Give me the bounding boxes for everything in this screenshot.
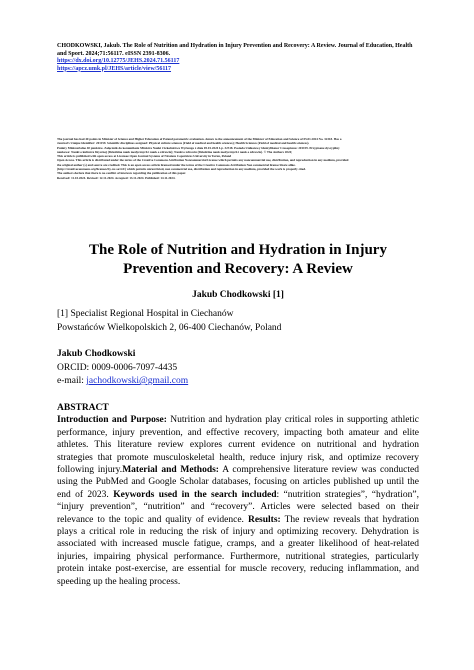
notice-line: Journal's Unique Identifier: 201159. Scientific disciplines assigned: Physical culture sciences (Field of medical and health sciences); Health Sciences (Field of medical and health sciences). xyxy=(57,141,310,146)
affiliation-institution: [1] Specialist Regional Hospital in Ciechanów xyxy=(57,309,234,319)
notice-line: naukowe: Nauki o kulturze fizycznej (Dziedzina nauk medycznych i nauk o zdrowiu); Nauki o zdrowiu (Dziedzina nauk medycznych i nauk o zdrowiu). © The Authors 2024; xyxy=(57,149,293,154)
notice-line: Open Access. This article is distributed under the terms of the Creative Commons Attribution Noncommercial License which permits any noncommercial use, distribution, and reproduction in any medium, provided xyxy=(57,158,349,163)
abstract-heading: ABSTRACT xyxy=(57,403,109,413)
paper-title: The Role of Nutrition and Hydration in Injury Prevention and Recovery: A Review xyxy=(89,242,387,277)
affiliation-address: Powstańców Wielkopolskich 2, 06-400 Ciechanów, Poland xyxy=(57,322,282,333)
email-line xyxy=(57,375,419,389)
notice-line: the original author (s) and source are credited. This is an open access article licensed under the terms of the Creative Commons Attribution Non commercial license Share alike. xyxy=(57,162,296,167)
doi-link[interactable]: https://dx.doi.org/10.12775/JEHS.2024.71.56117 xyxy=(57,58,180,64)
citation-block xyxy=(57,43,419,73)
intro-text: Nutrition and hydration play critical roles in supporting athletic performance, injury prevention, and effective recovery, impacting both amateur and elite athletes. This literature review explores current evidence on nutritional and hydration strategies that promote musculoskeletal health, reduce injury risk, and optimize recovery following injury. xyxy=(57,415,419,476)
notice-line: (http://creativecommons.org/licenses/by-nc-sa/4.0/) which permits unrestricted, non commercial use, distribution and reproduction in any medium, provided the work is properly cited. xyxy=(57,167,306,172)
orcid: ORCID: 0009-0006-7097-4435 xyxy=(57,362,178,373)
keywords-text: : “nutrition strategies”, “hydration”, “injury prevention”, “nutrition” and “recovery”. Articles were selected based on their relevance to the topic and quality of evidence. xyxy=(57,489,419,525)
journal-notice xyxy=(57,137,419,180)
keywords-label: Keywords used in the search included xyxy=(113,489,277,500)
affiliation xyxy=(57,308,419,335)
methods-label: Material and Methods: xyxy=(122,465,219,476)
abstract-section xyxy=(57,402,419,588)
methods-text: A comprehensive literature review was conducted using the PubMed and Google Scholar databases, focusing on articles published up until the end of 2023. xyxy=(57,465,419,500)
abstract-body xyxy=(57,414,419,588)
corresponding-author xyxy=(57,348,419,389)
author-line: Jakub Chodkowski [1] xyxy=(192,290,284,300)
author-name: Jakub Chodkowski xyxy=(57,349,136,359)
email-link[interactable]: jachodkowski@gmail.com xyxy=(86,376,189,386)
notice-line: Punkty Ministerialne 40 punktów. Załącznik do komunikatu Ministra Nauki i Szkolnictwa Wyższego z dnia 05.01.2024 Lp. 32318. Posiada Unikatowy Identyfikator Czasopisma: 201159. Przypisane dyscypliny xyxy=(57,145,340,150)
article-url-link[interactable]: https://apcz.umk.pl/JEHS/article/view/56117 xyxy=(57,65,172,72)
notice-line: The authors declare that there is no conflict of interests regarding the publication of this paper. xyxy=(57,171,186,176)
notice-line: This article is published with open access at Licensee Open Journal Systems of Nicolaus Copernicus University in Torun, Poland xyxy=(57,154,232,159)
results-text: The review reveals that hydration plays a critical role in reducing the risk of injury and optimizing recovery. Dehydration is associated with increased muscle fatigue, cramps, and a greater likelihood of heat-related injuries, impairing physical performance. Furthermore, nutritional strategies, particularly protein intake post-exercise, are essential for muscle recovery, reducing inflammation, and speeding up the healing process. xyxy=(57,514,419,587)
intro-label: Introduction and Purpose: xyxy=(57,415,167,426)
results-label: Results: xyxy=(247,514,281,525)
email-label: e-mail: xyxy=(57,376,87,386)
notice-line: The journal has had 40 points in Minister of Science and Higher Education of Poland parametric evaluation. Annex to the announcement of the Minister of Education and Science of 05.01.2024 No. 32318. Has a xyxy=(57,137,342,141)
notice-line: Received: 11.10.2024. Revised: 12.11.2024. Accepted: 13.11.2024. Published: 14.11.2024. xyxy=(57,175,176,180)
citation-text: CHODKOWSKI, Jakub. The Role of Nutrition and Hydration in Injury Prevention and Recovery: A Review. Journal of Education, Health and Sport. 2024;71:56117. eISSN 2391-8306. xyxy=(57,43,413,57)
